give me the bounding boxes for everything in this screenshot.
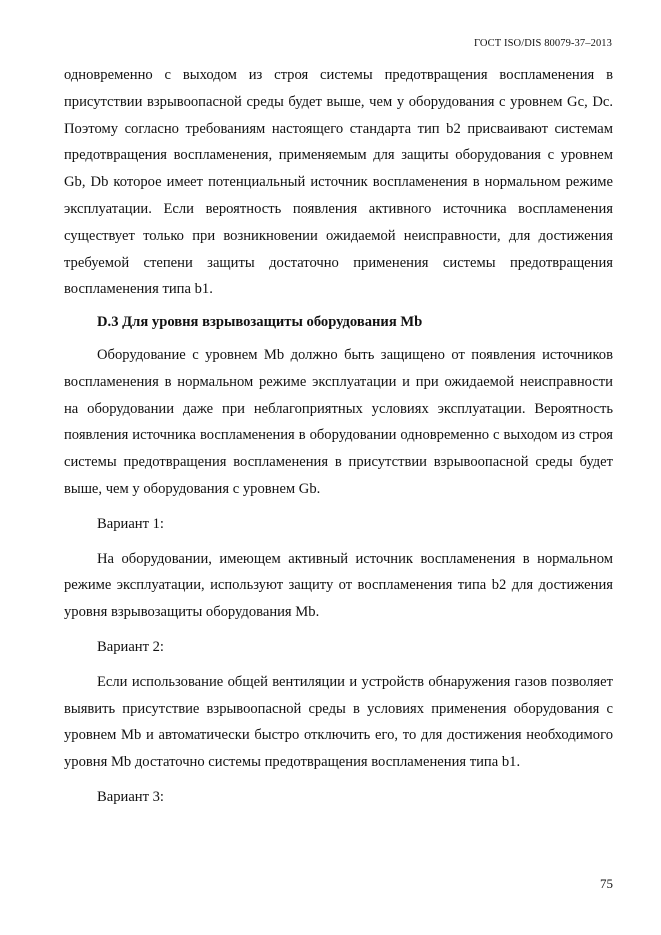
section-heading-d3: D.3 Для уровня взрывозащиты оборудования Mb <box>97 314 423 331</box>
page-number: 75 <box>600 876 613 891</box>
variant-3-label: Вариант 3: <box>97 788 164 805</box>
paragraph-continuation: одновременно с выходом из строя системы предотвращения воспламенения в присутствии взрывоопасной среды будет выше, чем у оборудования с уровнем Gc, Dc. Поэтому согласно требованиям настоящего стандарта тип b2 присваивают системам предотвращения воспламенения, применяемым для защиты оборудования с уровнем Gb, Db которое имеет потенциальный источник воспламенения в нормальном режиме эксплуатации. Если вероятность появления активного источника воспламенения существует только при возникновении ожидаемой неисправности, для достижения требуемой степени защиты достаточно применения системы предотвращения воспламенения типа b1. <box>64 67 613 298</box>
variant-1-label: Вариант 1: <box>97 515 164 532</box>
document-code-header: ГОСТ ISO/DIS 80079-37–2013 <box>473 38 612 49</box>
variant-2-text: Если использование общей вентиляции и устройств обнаружения газов позволяет выявить присутствие взрывоопасной среды в условиях применения оборудования с уровнем Mb и автоматически быстро отключить его, то для достижения необходимого уровня Mb достаточно системы предотвращения воспламенения типа b1. <box>64 673 613 771</box>
variant-1-text: На оборудовании, имеющем активный источник воспламенения в нормальном режиме эксплуатации, используют защиту от воспламенения типа b2 для достижения уровня взрывозащиты оборудования Mb. <box>64 550 613 621</box>
paragraph-mb-requirements: Оборудование с уровнем Mb должно быть защищено от появления источников воспламенения в нормальном режиме эксплуатации и при ожидаемой неисправности на оборудовании даже при неблагоприятных условиях эксплуатации. Вероятность появления источника воспламенения в оборудовании одновременно с выходом из строя системы предотвращения воспламенения в присутствии взрывоопасной среды будет выше, чем у оборудования с уровнем Gb. <box>64 346 613 497</box>
document-body <box>64 62 613 819</box>
variant-2-label: Вариант 2: <box>97 638 164 655</box>
